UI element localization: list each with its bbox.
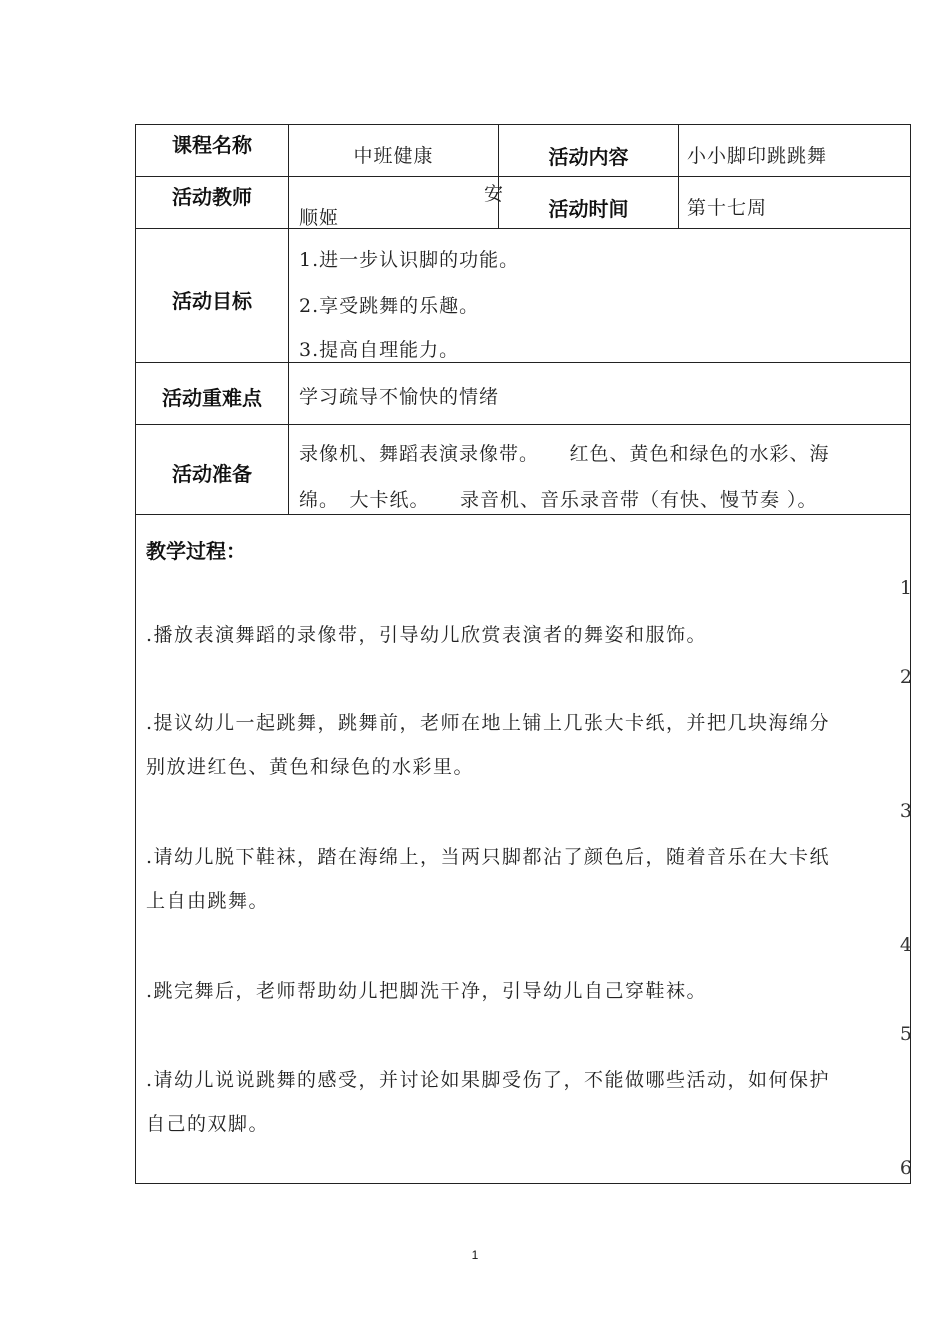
step-number: 1 [899,577,912,599]
prep-value [288,425,910,514]
goal-item: 1.进一步认识脚的功能。 [299,249,520,271]
step-line: .提议幼儿一起跳舞，跳舞前，老师在地上铺上几张大卡纸，并把几块海绵分 [146,712,831,734]
focus-label: 活动重难点 [162,386,262,410]
teacher-label: 活动教师 [172,185,252,209]
step-text [146,969,901,1013]
course-name-value: 中班健康 [288,125,498,176]
teacher-value [288,177,504,229]
process-title: 教学过程： [146,539,246,563]
step-line: 上自由跳舞。 [146,890,270,912]
row-goals [136,229,910,363]
step-line: .请幼儿脱下鞋袜，踏在海绵上，当两只脚都沾了颜色后，随着音乐在大卡纸 [146,846,831,868]
goals-list [288,229,910,362]
step-number: 6 [899,1157,912,1179]
content-value: 小小脚印跳跳舞 [678,125,910,176]
step-number: 2 [899,666,912,688]
step-line: .跳完舞后，老师帮助幼儿把脚洗干净，引导幼儿自己穿鞋袜。 [146,980,708,1002]
focus-value: 学习疏导不愉快的情绪 [288,363,910,424]
prep-line: 绵。 大卡纸。 录音机、音乐录音带（有快、慢节奏 ）。 [299,489,818,511]
course-name-label: 课程名称 [172,133,252,157]
time-label: 活动时间 [498,177,678,228]
step-line: 别放进红色、黄色和绿色的水彩里。 [146,756,475,778]
goals-label: 活动目标 [172,289,252,313]
step-number: 4 [899,934,912,956]
step-line: 自己的双脚。 [146,1113,270,1135]
step-line: .播放表演舞蹈的录像带，引导幼儿欣赏表演者的舞姿和服饰。 [146,624,708,646]
goal-item: 3.提高自理能力。 [299,339,460,361]
goal-item: 2.享受跳舞的乐趣。 [299,295,480,317]
row-focus [136,363,910,425]
step-text [146,701,901,789]
lesson-plan-table [135,124,911,1184]
teacher-name-part1: 安 [483,183,504,205]
step-text [146,613,901,657]
prep-label: 活动准备 [172,462,252,486]
prep-line: 录像机、舞蹈表演录像带。 红色、黄色和绿色的水彩、海 [299,443,830,465]
row-preparation [136,425,910,515]
step-number: 3 [899,800,912,822]
page-number: 1 [471,1248,479,1262]
step-number: 5 [899,1023,912,1045]
row-teacher [136,177,910,229]
step-text [146,835,901,923]
step-line: .请幼儿说说跳舞的感受，并讨论如果脚受伤了，不能做哪些活动，如何保护 [146,1069,831,1091]
row-course [136,125,910,177]
teacher-name-part2: 顺姬 [299,207,340,229]
time-value: 第十七周 [678,177,910,228]
step-text [146,1058,901,1146]
content-label: 活动内容 [498,125,678,176]
